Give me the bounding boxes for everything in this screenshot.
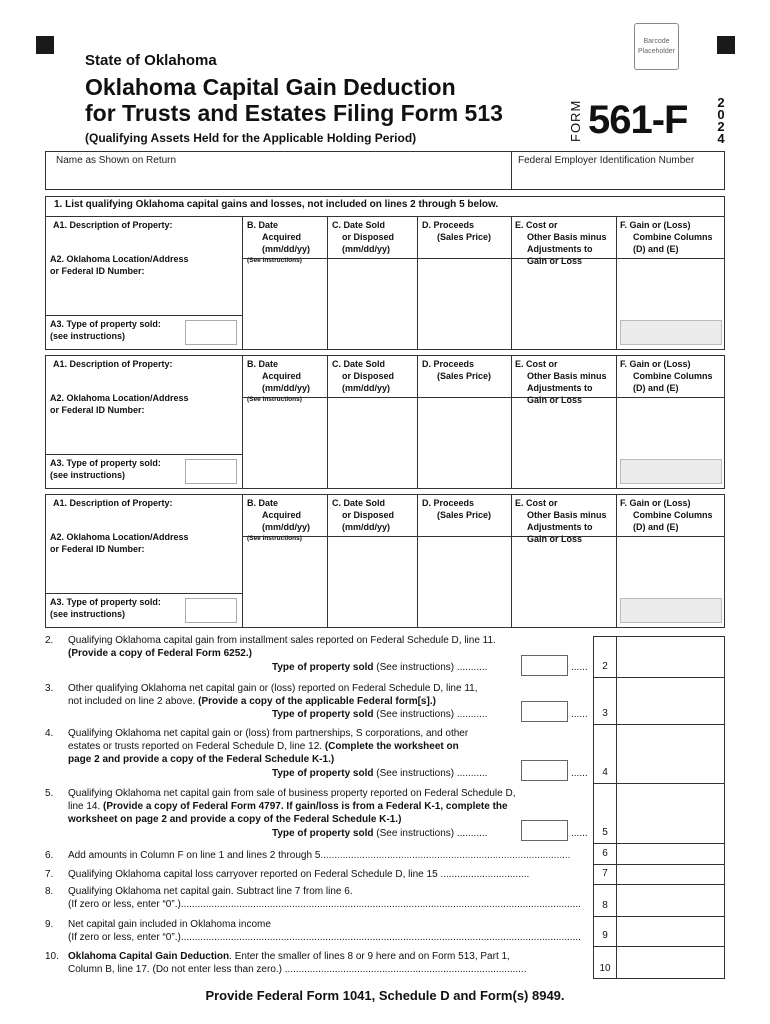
col-c-line: C. Date Sold — [332, 359, 386, 369]
col-c-header — [332, 219, 394, 255]
a2-label-line: A2. Oklahoma Location/Address — [50, 393, 189, 403]
col-b-line: (mm/dd/yy) — [262, 522, 311, 532]
col-b-line: B. Date — [247, 220, 279, 230]
col-d-header — [422, 219, 491, 243]
col-f-line: F. Gain or (Loss) — [620, 359, 691, 369]
fein-input[interactable] — [512, 152, 724, 189]
line-text: Other qualifying Oklahoma net capital gain or (loss) reported on Federal Schedule D, line 11, — [68, 683, 478, 694]
divider — [616, 637, 617, 978]
fein-label: Federal Employer Identification Number — [518, 155, 695, 166]
a3-type-input[interactable] — [185, 459, 237, 484]
line-box-number: 6 — [602, 848, 608, 859]
property-block-1 — [45, 216, 725, 350]
line-text: Qualifying Oklahoma net capital gain. Subtract line 7 from line 6. — [68, 886, 353, 897]
col-e-line: E. Cost or — [515, 359, 558, 369]
col-e-line: Gain or Loss — [527, 395, 583, 405]
footer-note: Provide Federal Form 1041, Schedule D and Form(s) 8949. — [205, 988, 565, 1003]
line-number: 8. — [45, 886, 54, 897]
a3-type-input[interactable] — [185, 598, 237, 623]
col-d-line: (Sales Price) — [437, 232, 492, 242]
spacer — [46, 454, 242, 455]
type-label: Type of property sold — [272, 768, 374, 779]
col-b-line: B. Date — [247, 498, 279, 508]
col-e-line: Gain or Loss — [527, 534, 583, 544]
line-text-bold: (Complete the worksheet on — [324, 741, 459, 752]
line-number: 3. — [45, 683, 54, 694]
leader-dots: ...... — [571, 662, 588, 673]
line-2-type-label: Type of property sold (See instructions) ........... — [272, 662, 488, 673]
col-f-line: Combine Columns — [633, 510, 713, 520]
date-acquired-input[interactable] — [243, 537, 327, 628]
state-label: State of Oklahoma — [85, 52, 217, 69]
col-b-note: (See instructions) — [247, 396, 302, 403]
col-f-header — [620, 358, 713, 394]
line-text: Qualifying Oklahoma capital loss carryover reported on Federal Schedule D, line 15 — [68, 869, 438, 880]
spacer — [46, 315, 242, 316]
leader-dots: ...... — [571, 709, 588, 720]
form-subtitle: (Qualifying Assets Held for the Applicable Holding Period) — [85, 131, 417, 145]
type-label: Type of property sold — [272, 828, 374, 839]
col-c-line: or Disposed — [342, 510, 395, 520]
cost-basis-input[interactable] — [512, 537, 616, 628]
line-text: . Enter the smaller of lines 8 or 9 here and on Form 513, Part 1, — [229, 951, 510, 962]
col-b-line: Acquired — [262, 232, 302, 242]
type-note: (See instructions) — [373, 828, 455, 839]
line-text-bold: (Provide a copy of the applicable Federal form[s].) — [198, 696, 436, 707]
corner-registration-mark-left — [36, 36, 54, 54]
line-box-number: 9 — [602, 930, 608, 941]
line-text-bold: (Provide a copy of Federal Form 6252.) — [68, 648, 252, 659]
col-e-line: Adjustments to — [527, 383, 593, 393]
a3-label — [50, 318, 161, 342]
a2-label — [50, 392, 189, 416]
line1-instruction: 1. List qualifying Oklahoma capital gains and losses, not included on lines 2 through 5 below. — [45, 196, 725, 216]
line-text-bold: worksheet on page 2 and provide a copy of the Federal Schedule K-1.) — [68, 814, 402, 825]
col-c-line: C. Date Sold — [332, 498, 386, 508]
date-sold-input[interactable] — [328, 398, 417, 489]
line-9: 9. Net capital gain included in Oklahoma income (If zero or less, enter “0”.)................................................................................................................................................ — [45, 918, 605, 946]
a3-type-input[interactable] — [185, 320, 237, 345]
amount-column — [593, 636, 725, 979]
a2-label-line: A2. Oklahoma Location/Address — [50, 254, 189, 264]
line-box-number: 4 — [602, 767, 608, 778]
year-digit: 0 — [717, 107, 725, 122]
proceeds-input[interactable] — [418, 537, 511, 628]
date-acquired-input[interactable] — [243, 398, 327, 489]
form-word-label: FORM — [568, 99, 583, 142]
a2-label-line: or Federal ID Number: — [50, 266, 145, 276]
col-b-line: Acquired — [262, 510, 302, 520]
property-block-3 — [45, 494, 725, 628]
line-text: not included on line 2 above. — [68, 696, 199, 707]
a2-label-line: or Federal ID Number: — [50, 405, 145, 415]
divider — [616, 356, 617, 488]
a3-label — [50, 596, 161, 620]
col-e-line: Other Basis minus — [527, 232, 607, 242]
line-7: 7. Qualifying Oklahoma capital loss carryover reported on Federal Schedule D, line 15 ................................ — [45, 869, 530, 880]
line-8: 8. Qualifying Oklahoma net capital gain. Subtract line 7 from line 6. (If zero or less, enter “0”.)................................................................................................................................................ — [45, 885, 605, 913]
line-5-type-input[interactable] — [521, 820, 568, 841]
line-number: 4. — [45, 728, 54, 739]
name-label: Name as Shown on Return — [56, 155, 177, 166]
col-c-line: (mm/dd/yy) — [342, 244, 391, 254]
divider — [616, 495, 617, 627]
line-6: 6. Add amounts in Column F on line 1 and lines 2 through 5.......................................................................................... — [45, 850, 571, 861]
col-c-header — [332, 497, 394, 533]
a1-label: A1. Description of Property: — [53, 359, 173, 369]
divider — [594, 864, 724, 865]
line-number: 9. — [45, 919, 54, 930]
col-f-line: (D) and (E) — [633, 383, 679, 393]
a2-label-line: or Federal ID Number: — [50, 544, 145, 554]
date-sold-input[interactable] — [328, 259, 417, 350]
col-d-line: (Sales Price) — [437, 371, 492, 381]
line-box-number: 10 — [599, 963, 611, 974]
line-text: Qualifying Oklahoma capital gain from installment sales reported on Federal Schedule D, line 11. — [68, 635, 496, 646]
gain-loss-input[interactable] — [620, 320, 722, 345]
divider — [594, 884, 724, 885]
col-d-line: (Sales Price) — [437, 510, 492, 520]
cost-basis-input[interactable] — [512, 259, 616, 350]
col-e-line: Adjustments to — [527, 522, 593, 532]
line-box-number: 7 — [602, 868, 608, 879]
line-text: Net capital gain included in Oklahoma income — [68, 919, 271, 930]
a1-label: A1. Description of Property: — [53, 498, 173, 508]
a3-label-line: (see instructions) — [50, 331, 126, 341]
col-d-line: D. Proceeds — [422, 498, 475, 508]
col-e-line: E. Cost or — [515, 498, 558, 508]
line-text: Qualifying Oklahoma net capital gain from sale of business property reported on Federal Schedule D, — [68, 788, 516, 799]
line-box-number: 5 — [602, 827, 608, 838]
corner-registration-mark-right — [717, 36, 735, 54]
a2-label — [50, 531, 189, 555]
form-number: 561-F — [588, 98, 688, 142]
a3-label-line: A3. Type of property sold: — [50, 319, 161, 329]
barcode-label-1: Barcode — [643, 37, 670, 45]
date-acquired-input[interactable] — [243, 259, 327, 350]
year-digit: 2 — [717, 119, 725, 134]
line-number: 2. — [45, 635, 54, 646]
type-label: Type of property sold — [272, 662, 374, 673]
line-10: 10. Oklahoma Capital Gain Deduction. Enter the smaller of lines 8 or 9 here and on Form 513, Part 1, Column B, line 17. (Do not enter less than zero.) ....................................................................................... — [45, 951, 527, 975]
line-text: Add amounts in Column F on line 1 and lines 2 through 5 — [68, 850, 321, 861]
col-f-header — [620, 497, 713, 533]
property-block-2 — [45, 355, 725, 489]
col-f-line: (D) and (E) — [633, 244, 679, 254]
form-title — [85, 74, 503, 126]
col-b-line: (mm/dd/yy) — [262, 383, 311, 393]
line-text-bold: (Provide a copy of Federal Form 4797. If gain/loss is from a Federal K-1, complete the — [103, 801, 508, 812]
gain-loss-input[interactable] — [620, 459, 722, 484]
year-digit: 4 — [717, 131, 725, 146]
col-c-line: or Disposed — [342, 232, 395, 242]
a3-label-line: A3. Type of property sold: — [50, 458, 161, 468]
line-3-type-label: Type of property sold (See instructions) ........... — [272, 709, 488, 720]
line-text-bold: Oklahoma Capital Gain Deduction — [68, 951, 230, 962]
line-number: 10. — [45, 951, 59, 962]
col-e-line: Other Basis minus — [527, 371, 607, 381]
line-number: 7. — [45, 869, 54, 880]
col-f-line: F. Gain or (Loss) — [620, 220, 691, 230]
divider — [594, 916, 724, 917]
a2-label-line: A2. Oklahoma Location/Address — [50, 532, 189, 542]
col-f-line: Combine Columns — [633, 232, 713, 242]
line-box-number: 8 — [602, 900, 608, 911]
a3-label-line: (see instructions) — [50, 470, 126, 480]
leader-dots: ...... — [571, 768, 588, 779]
divider — [594, 724, 724, 725]
col-d-line: D. Proceeds — [422, 220, 475, 230]
a3-label-line: A3. Type of property sold: — [50, 597, 161, 607]
col-c-header — [332, 358, 394, 394]
line-text: estates or trusts reported on Federal Schedule D, line 12. — [68, 741, 325, 752]
gain-loss-input[interactable] — [620, 598, 722, 623]
line-4-type-label: Type of property sold (See instructions) ........... — [272, 768, 488, 779]
a2-label — [50, 253, 189, 277]
line-2-type-input[interactable] — [521, 655, 568, 676]
line-box-number: 2 — [602, 661, 608, 672]
col-b-line: (mm/dd/yy) — [262, 244, 311, 254]
col-f-line: (D) and (E) — [633, 522, 679, 532]
barcode-placeholder — [634, 23, 679, 70]
line-text: (If zero or less, enter “0”.) — [68, 932, 181, 943]
taxpayer-info-box — [45, 151, 725, 190]
proceeds-input[interactable] — [418, 259, 511, 350]
line-text: Column B, line 17. (Do not enter less than zero.) — [68, 964, 282, 975]
cost-basis-input[interactable] — [512, 398, 616, 489]
line-text: (If zero or less, enter “0”.) — [68, 899, 181, 910]
col-e-line: Adjustments to — [527, 244, 593, 254]
divider — [594, 677, 724, 678]
type-note: (See instructions) — [373, 768, 455, 779]
leader-dots: ...... — [571, 828, 588, 839]
col-d-header — [422, 497, 491, 521]
divider — [594, 783, 724, 784]
type-note: (See instructions) — [373, 709, 455, 720]
line-number: 5. — [45, 788, 54, 799]
line-box-number: 3 — [602, 708, 608, 719]
line-number: 6. — [45, 850, 54, 861]
col-d-header — [422, 358, 491, 382]
col-f-line: F. Gain or (Loss) — [620, 498, 691, 508]
spacer — [46, 593, 242, 594]
col-e-line: Other Basis minus — [527, 510, 607, 520]
col-f-header — [620, 219, 713, 255]
divider — [594, 843, 724, 844]
line-text: line 14. — [68, 801, 104, 812]
a3-label — [50, 457, 161, 481]
col-b-line: Acquired — [262, 371, 302, 381]
col-c-line: C. Date Sold — [332, 220, 386, 230]
col-e-line: E. Cost or — [515, 220, 558, 230]
barcode-label-2: Placeholder — [638, 47, 675, 55]
line-3-type-input[interactable] — [521, 701, 568, 722]
tax-year — [714, 97, 728, 145]
name-input[interactable] — [46, 152, 511, 189]
col-c-line: (mm/dd/yy) — [342, 522, 391, 532]
divider — [616, 217, 617, 349]
col-d-line: D. Proceeds — [422, 359, 475, 369]
date-sold-input[interactable] — [328, 537, 417, 628]
form-title-line1: Oklahoma Capital Gain Deduction — [85, 74, 456, 100]
a3-label-line: (see instructions) — [50, 609, 126, 619]
proceeds-input[interactable] — [418, 398, 511, 489]
col-b-note: (See instructions) — [247, 257, 302, 264]
line-4-type-input[interactable] — [521, 760, 568, 781]
col-b-note: (See instructions) — [247, 535, 302, 542]
line-5-type-label: Type of property sold (See instructions) ........... — [272, 828, 488, 839]
form-title-line2: for Trusts and Estates Filing Form 513 — [85, 100, 503, 126]
divider — [594, 946, 724, 947]
type-note: (See instructions) — [373, 662, 455, 673]
line-text-bold: page 2 and provide a copy of the Federal Schedule K-1.) — [68, 754, 335, 765]
col-f-line: Combine Columns — [633, 371, 713, 381]
col-c-line: or Disposed — [342, 371, 395, 381]
col-e-line: Gain or Loss — [527, 256, 583, 266]
col-c-line: (mm/dd/yy) — [342, 383, 391, 393]
type-label: Type of property sold — [272, 709, 374, 720]
line-text: Qualifying Oklahoma net capital gain or (loss) from partnerships, S corporations, and other — [68, 728, 469, 739]
col-b-line: B. Date — [247, 359, 279, 369]
a1-label: A1. Description of Property: — [53, 220, 173, 230]
year-digit: 2 — [717, 95, 725, 110]
